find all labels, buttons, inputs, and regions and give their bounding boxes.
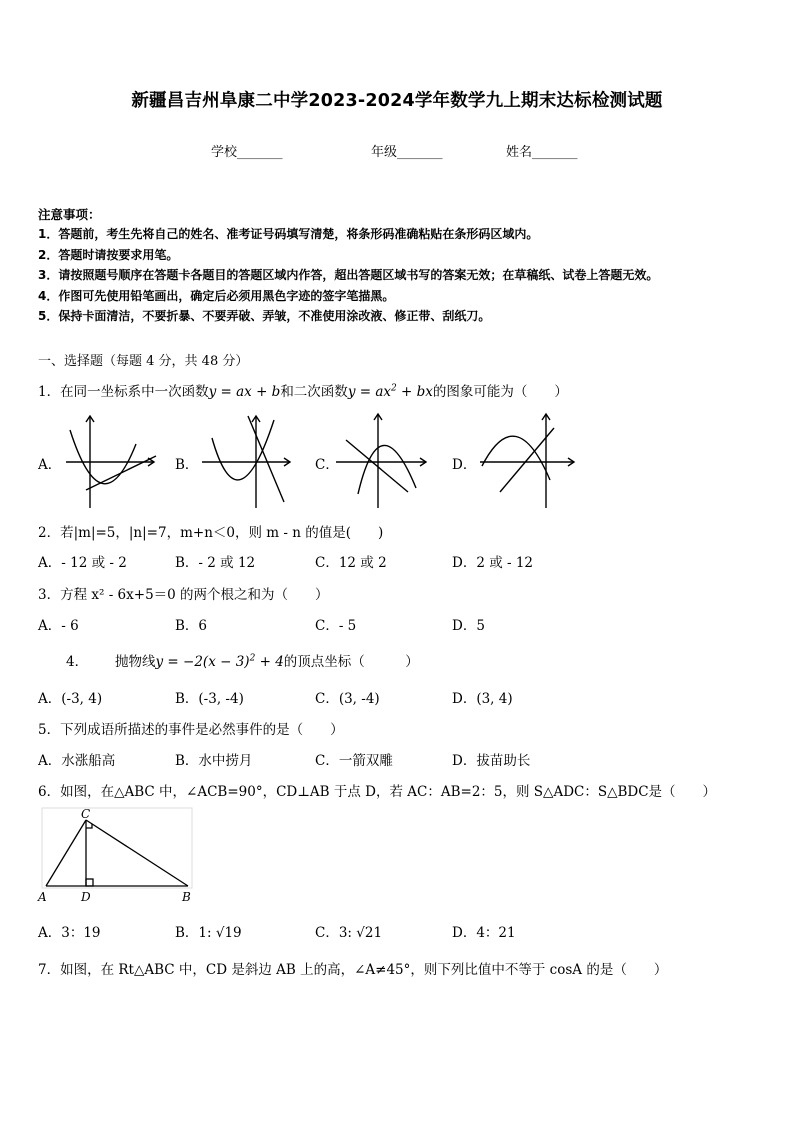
q4-option-c[interactable]: C．(3, -4) <box>315 691 380 707</box>
label-b: B <box>182 890 191 904</box>
q3-option-d[interactable]: D．5 <box>452 618 485 634</box>
q2-option-c[interactable]: C．12 或 2 <box>315 555 387 571</box>
grade-field: 年级_______ <box>371 145 443 160</box>
label-a: A <box>38 890 47 904</box>
q4-option-a[interactable]: A．(-3, 4) <box>38 691 103 707</box>
q4-pre: 抛物线 <box>115 654 156 670</box>
q6-option-b[interactable]: B．1: √19 <box>175 925 242 941</box>
q1-graph-d <box>476 410 576 510</box>
q5-option-c[interactable]: C．一箭双雕 <box>315 753 393 769</box>
page-title: 新疆昌吉州阜康二中学2023-2024学年数学九上期末达标检测试题 <box>131 91 663 111</box>
q2-option-d[interactable]: D．2 或 - 12 <box>452 555 534 571</box>
q1-option-a[interactable]: A． <box>38 457 62 473</box>
q1-option-c[interactable]: C． <box>315 457 339 473</box>
q3-option-c[interactable]: C．- 5 <box>315 618 357 634</box>
question-5-stem: 5．下列成语所描述的事件是必然事件的是（ ） <box>38 722 344 738</box>
q1-formula-linear: y = ax + b <box>208 384 281 400</box>
q1-post: 的图象可能为（ ） <box>432 384 568 400</box>
q1-formula-quadratic: $y = ax^2$ + bx <box>347 383 433 400</box>
q1-graph-b <box>198 410 294 510</box>
question-4-number: 4． <box>66 654 89 670</box>
school-field: 学校_______ <box>211 145 283 160</box>
note-item: 4．作图可先使用铅笔画出，确定后必须用黑色字迹的签字笔描黑。 <box>38 289 395 303</box>
q3-option-a[interactable]: A．- 6 <box>38 618 79 634</box>
question-1-stem <box>38 380 568 400</box>
question-4-stem <box>115 650 419 670</box>
q6-option-d[interactable]: D．4：21 <box>452 925 516 941</box>
q1-graph-a <box>62 410 158 510</box>
label-c: C <box>81 807 91 821</box>
q5-option-b[interactable]: B．水中捞月 <box>175 753 253 769</box>
q6-option-c[interactable]: C．3: √21 <box>315 925 383 941</box>
q1-option-b[interactable]: B． <box>175 457 199 473</box>
note-item: 3．请按照题号顺序在答题卡各题目的答题区域内作答，超出答题区域书写的答案无效；在草稿纸、试卷上答题无效。 <box>38 268 659 282</box>
notes-heading: 注意事项： <box>38 207 101 222</box>
q1-option-d[interactable]: D． <box>452 457 477 473</box>
q6-triangle-figure <box>36 806 196 906</box>
question-6-stem: 6．如图，在△ABC 中，∠ACB=90°，CD⊥AB 于点 D，若 AC：AB=2：5，则 S△ADC：S△BDC是（ ） <box>38 784 717 800</box>
question-2-stem: 2．若|m|=5，|n|=7，m+n＜0，则 m - n 的值是( ) <box>38 525 384 541</box>
q2-option-a[interactable]: A．- 12 或 - 2 <box>38 555 127 571</box>
q4-option-b[interactable]: B．(-3, -4) <box>175 691 244 707</box>
q1-mid: 和二次函数 <box>280 384 348 400</box>
q1-pre: 1．在同一坐标系中一次函数 <box>38 384 209 400</box>
question-3-stem: 3．方程 x² - 6x+5＝0 的两个根之和为（ ） <box>38 587 329 603</box>
q6-option-a[interactable]: A．3：19 <box>38 925 101 941</box>
q5-option-a[interactable]: A．水涨船高 <box>38 753 116 769</box>
question-7-stem: 7．如图，在 Rt△ABC 中，CD 是斜边 AB 上的高，∠A≠45°，则下列比值中不等于 cosA 的是（ ） <box>38 962 668 978</box>
q4-post: 的顶点坐标（ ） <box>283 654 419 670</box>
note-item: 2．答题时请按要求用笔。 <box>38 248 179 262</box>
name-field: 姓名_______ <box>506 145 578 160</box>
q4-option-d[interactable]: D．(3, 4) <box>452 691 513 707</box>
q1-graph-c <box>332 410 428 510</box>
label-d: D <box>81 890 91 904</box>
note-item: 5．保持卡面清洁，不要折暴、不要弄破、弄皱，不准使用涂改液、修正带、刮纸刀。 <box>38 309 491 323</box>
q3-option-b[interactable]: B．6 <box>175 618 208 634</box>
q2-option-b[interactable]: B．- 2 或 12 <box>175 555 256 571</box>
note-item: 1．答题前，考生先将自己的姓名、准考证号码填写清楚，将条形码准确粘贴在条形码区域内。 <box>38 227 539 241</box>
section-heading: 一、选择题（每题 4 分，共 48 分） <box>38 354 249 369</box>
q4-formula: $y = -2(x - 3)^2 + 4$ <box>155 653 284 670</box>
q5-option-d[interactable]: D．拔苗助长 <box>452 753 531 769</box>
